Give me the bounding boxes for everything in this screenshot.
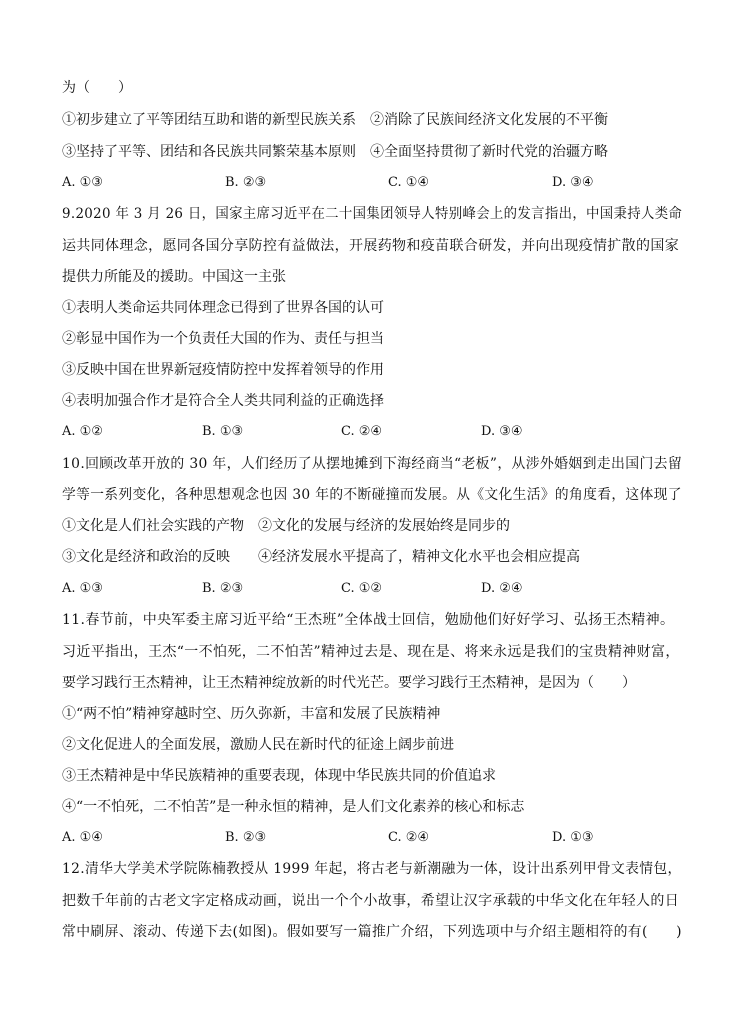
question-8-stem-end: 为（ ）	[62, 80, 132, 96]
option-c: C. ②④	[388, 830, 430, 845]
question-12-stem-line-1: 12.清华大学美术学院陈楠教授从 1999 年起，将古老与新潮融为一体，设计出系列甲骨文表情包，	[62, 861, 682, 877]
option-b: B. ②③	[202, 581, 244, 596]
question-11-stem-line-2: 习近平指出，王杰“一不怕死，二不怕苦”精神过去是、现在是、将来永远是我们的宝贵精神财富，	[62, 644, 680, 660]
question-9-stem-line-3: 提供力所能及的援助。中国这一主张	[62, 269, 286, 285]
option-d: D. ②④	[481, 581, 523, 596]
option-c: C. ①④	[388, 175, 430, 190]
question-10-stem-line-1: 10.回顾改革开放的 30 年，人们经历了从摆地摊到下海经商当“老板”，从涉外婚姻到走出国门去留	[62, 456, 683, 472]
question-11-statement-3: ③王杰精神是中华民族精神的重要表现，体现中华民族共同的价值追求	[62, 768, 496, 784]
question-9-statement-1: ①表明人类命运共同体理念已得到了世界各国的认可	[62, 300, 384, 316]
question-9-stem-line-2: 运共同体理念，愿同各国分享防控有益做法，开展药物和疫苗联合研发，并向出现疫情扩散的国家	[62, 238, 680, 254]
option-b: B. ②③	[225, 830, 267, 845]
question-12-stem-line-2: 把数千年前的古老文字定格成动画，说出一个个小故事，希望让汉字承载的中华文化在年轻人的日	[62, 893, 680, 909]
question-9-statement-2: ②彰显中国作为一个负责任大国的作为、责任与担当	[62, 331, 384, 347]
question-10-options	[62, 580, 682, 598]
question-8-options	[62, 174, 682, 192]
question-10-statements-3-4: ③文化是经济和政治的反映 ④经济发展水平提高了，精神文化水平也会相应提高	[62, 549, 580, 565]
question-11-statement-2: ②文化促进人的全面发展，激励人民在新时代的征途上阔步前进	[62, 737, 454, 753]
option-a: A. ①③	[62, 581, 103, 596]
question-10-statements-1-2: ①文化是人们社会实践的产物 ②文化的发展与经济的发展始终是同步的	[62, 518, 510, 534]
option-a: A. ①②	[62, 424, 103, 439]
question-8-statements-3-4: ③坚持了平等、团结和各民族共同繁荣基本原则 ④全面坚持贯彻了新时代党的治疆方略	[62, 144, 608, 160]
option-c: C. ①②	[341, 581, 383, 596]
option-a: A. ①③	[62, 175, 103, 190]
option-a: A. ①④	[62, 830, 103, 845]
question-10-stem-line-2: 学等一系列变化，各种思想观念也因 30 年的不断碰撞而发展。从《文化生活》的角度看，这体现了	[62, 487, 682, 503]
question-12-stem-line-3: 常中刷屏、滚动、传递下去(如图)。假如要写一篇推广介绍，下列选项中与介绍主题相符的有( )	[62, 924, 682, 940]
question-9-statement-4: ④表明加强合作才是符合全人类共同利益的正确选择	[62, 393, 384, 409]
question-9-stem-line-1: 9.2020 年 3 月 26 日，国家主席习近平在二十国集团领导人特别峰会上的发言指出，中国秉持人类命	[62, 206, 683, 222]
option-d: D. ①③	[552, 830, 594, 845]
question-11-options	[62, 829, 682, 847]
option-b: B. ②③	[225, 175, 267, 190]
question-11-statement-1: ①“两不怕”精神穿越时空、历久弥新，丰富和发展了民族精神	[62, 706, 441, 722]
question-11-stem-line-3: 要学习践行王杰精神，让王杰精神绽放新的时代光芒。要学习践行王杰精神，是因为（ ）	[62, 675, 636, 691]
question-11-statement-4: ④“一不怕死，二不怕苦”是一种永恒的精神，是人们文化素养的核心和标志	[62, 799, 525, 815]
question-8-statements-1-2: ①初步建立了平等团结互助和谐的新型民族关系 ②消除了民族间经济文化发展的不平衡	[62, 112, 608, 128]
question-9-options	[62, 423, 682, 441]
option-b: B. ①③	[202, 424, 244, 439]
option-c: C. ②④	[341, 424, 383, 439]
question-9-statement-3: ③反映中国在世界新冠疫情防控中发挥着领导的作用	[62, 362, 384, 378]
question-11-stem-line-1: 11.春节前，中央军委主席习近平给“王杰班”全体战士回信，勉励他们好好学习、弘扬王杰精神。	[62, 612, 675, 628]
option-d: D. ③④	[481, 424, 523, 439]
option-d: D. ③④	[552, 175, 594, 190]
